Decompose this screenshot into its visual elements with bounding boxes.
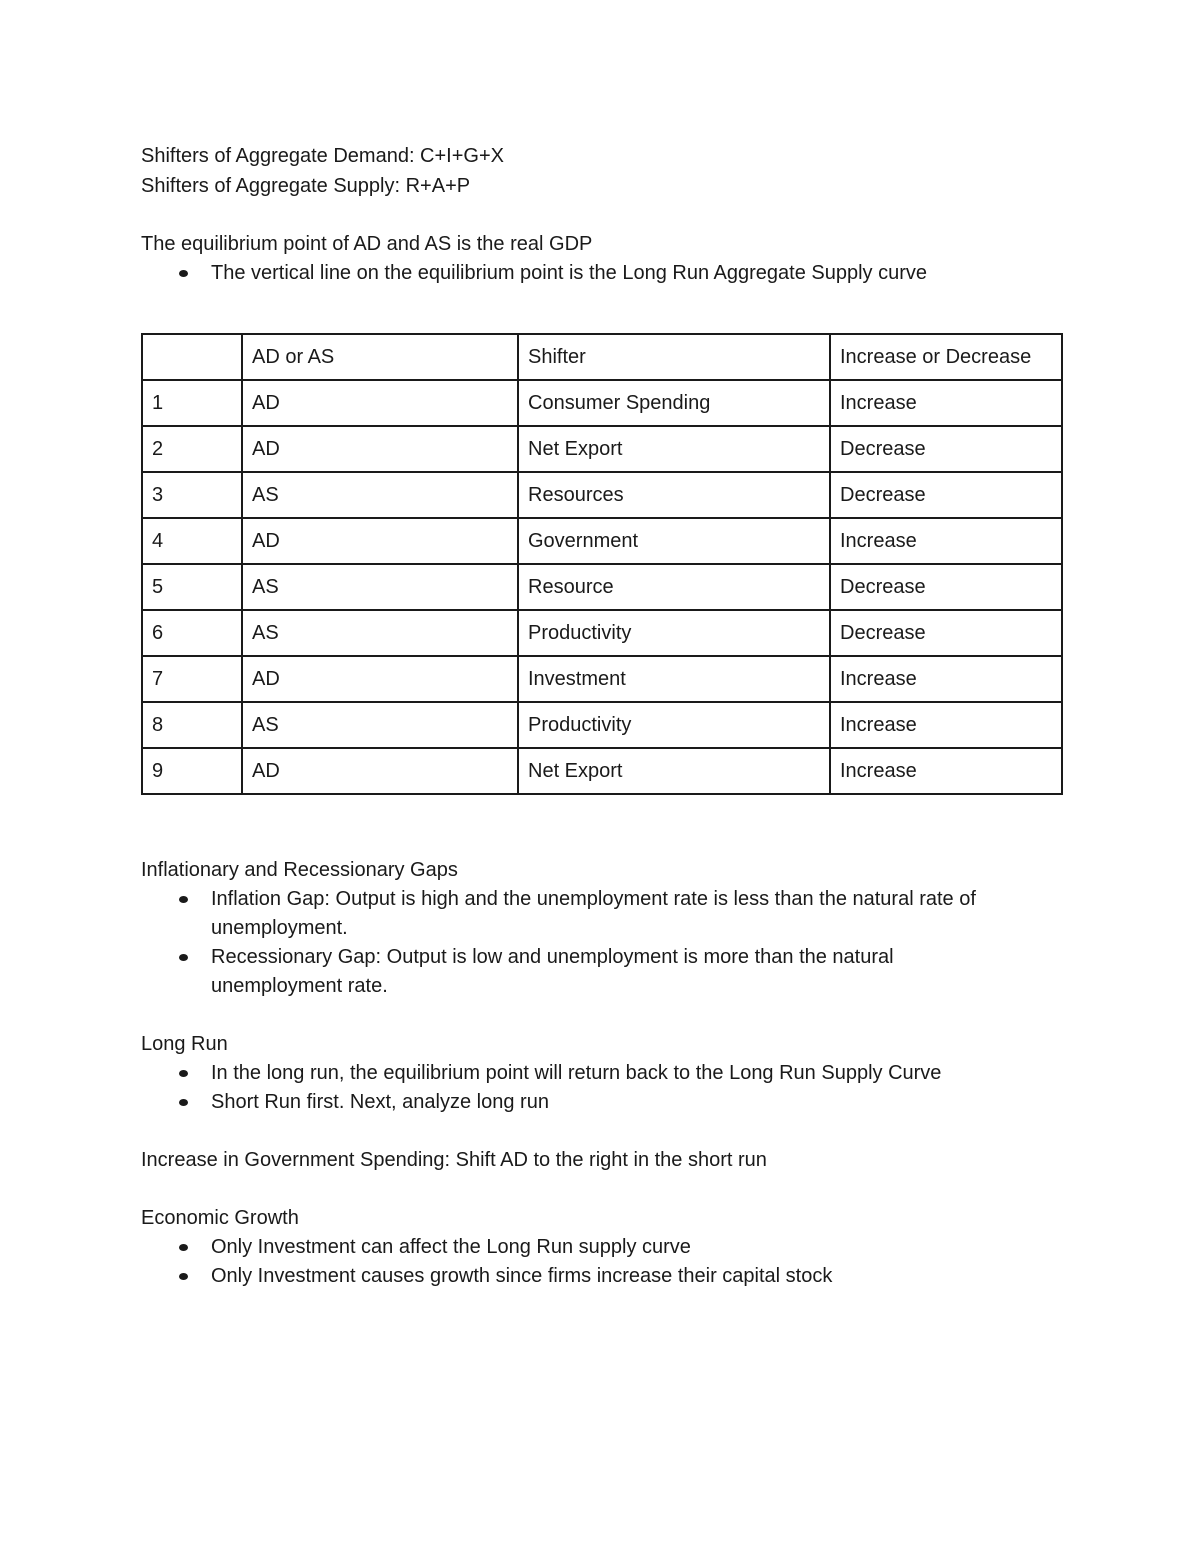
long-run-bullet-list	[141, 1059, 1061, 1117]
shifters-table-body	[142, 334, 1062, 794]
bullet-icon	[179, 1244, 188, 1251]
gaps-heading: Inflationary and Recessionary Gaps	[141, 859, 458, 881]
bullet-icon	[179, 1099, 188, 1106]
direction-cell: Increase	[830, 518, 1062, 564]
table-row	[142, 610, 1062, 656]
table-row	[142, 656, 1062, 702]
row-number-cell: 1	[142, 380, 242, 426]
shifter-cell: Government	[518, 518, 830, 564]
bullet-text: Only Investment causes growth since firms increase their capital stock	[211, 1265, 833, 1287]
bullet-text: Only Investment can affect the Long Run supply curve	[211, 1236, 691, 1258]
shifter-cell: Consumer Spending	[518, 380, 830, 426]
shifter-cell: Net Export	[518, 426, 830, 472]
table-row	[142, 518, 1062, 564]
ad-or-as-cell: AD	[242, 518, 518, 564]
direction-cell: Decrease	[830, 564, 1062, 610]
row-number-cell: 3	[142, 472, 242, 518]
bullet-text: Short Run first. Next, analyze long run	[211, 1091, 549, 1113]
header-cell-increase-or-decrease: Increase or Decrease	[830, 334, 1062, 380]
direction-cell: Decrease	[830, 610, 1062, 656]
ad-or-as-cell: AD	[242, 380, 518, 426]
table-row	[142, 472, 1062, 518]
economic-growth-heading: Economic Growth	[141, 1207, 299, 1229]
shifter-cell: Net Export	[518, 748, 830, 794]
bullet-text: In the long run, the equilibrium point will return back to the Long Run Supply Curve	[211, 1062, 942, 1084]
shifter-cell: Productivity	[518, 610, 830, 656]
ad-or-as-cell: AS	[242, 564, 518, 610]
equilibrium-line: The equilibrium point of AD and AS is the real GDP	[141, 233, 593, 255]
table-row	[142, 748, 1062, 794]
bullet-icon	[179, 896, 188, 903]
direction-cell: Increase	[830, 702, 1062, 748]
bullet-icon	[179, 1070, 188, 1077]
list-item	[141, 885, 1061, 943]
ad-or-as-cell: AS	[242, 610, 518, 656]
ad-or-as-cell: AS	[242, 702, 518, 748]
row-number-cell: 9	[142, 748, 242, 794]
equilibrium-bullet-list	[141, 259, 1061, 288]
direction-cell: Increase	[830, 380, 1062, 426]
direction-cell: Increase	[830, 656, 1062, 702]
table-row	[142, 426, 1062, 472]
bullet-icon	[179, 1273, 188, 1280]
direction-cell: Decrease	[830, 426, 1062, 472]
table-header-row	[142, 334, 1062, 380]
list-item	[141, 943, 1061, 1001]
document-page	[141, 141, 1061, 1291]
list-item	[141, 1233, 1061, 1262]
ad-shifters-line: Shifters of Aggregate Demand: C+I+G+X	[141, 145, 504, 167]
row-number-cell: 7	[142, 656, 242, 702]
list-item	[141, 259, 1061, 288]
growth-bullet-list	[141, 1233, 1061, 1291]
bullet-text-line: unemployment rate.	[211, 975, 388, 997]
table-row	[142, 564, 1062, 610]
bullet-icon	[179, 954, 188, 961]
row-number-cell: 2	[142, 426, 242, 472]
ad-or-as-cell: AS	[242, 472, 518, 518]
header-cell-shifter: Shifter	[518, 334, 830, 380]
direction-cell: Decrease	[830, 472, 1062, 518]
shifter-cell: Productivity	[518, 702, 830, 748]
list-item	[141, 1088, 1061, 1117]
table-row	[142, 702, 1062, 748]
row-number-cell: 6	[142, 610, 242, 656]
shifters-table	[141, 333, 1063, 795]
as-shifters-line: Shifters of Aggregate Supply: R+A+P	[141, 175, 471, 197]
long-run-heading: Long Run	[141, 1033, 228, 1055]
bullet-text: The vertical line on the equilibrium point is the Long Run Aggregate Supply curve	[211, 262, 927, 284]
bullet-text-line: unemployment.	[211, 917, 348, 939]
list-item	[141, 1262, 1061, 1291]
direction-cell: Increase	[830, 748, 1062, 794]
row-number-cell: 5	[142, 564, 242, 610]
ad-or-as-cell: AD	[242, 748, 518, 794]
table-row	[142, 380, 1062, 426]
row-number-cell: 4	[142, 518, 242, 564]
row-number-cell: 8	[142, 702, 242, 748]
shifter-cell: Resources	[518, 472, 830, 518]
bullet-text-line: Recessionary Gap: Output is low and unemployment is more than the natural	[211, 946, 894, 968]
gaps-bullet-list	[141, 885, 1061, 1001]
header-cell-ad-or-as: AD or AS	[242, 334, 518, 380]
ad-or-as-cell: AD	[242, 426, 518, 472]
shifter-cell: Investment	[518, 656, 830, 702]
ad-or-as-cell: AD	[242, 656, 518, 702]
header-cell-number	[142, 334, 242, 380]
bullet-icon	[179, 270, 188, 277]
bullet-text-line: Inflation Gap: Output is high and the unemployment rate is less than the natural rate of	[211, 888, 976, 910]
government-spending-line: Increase in Government Spending: Shift AD to the right in the short run	[141, 1149, 767, 1171]
shifter-cell: Resource	[518, 564, 830, 610]
list-item	[141, 1059, 1061, 1088]
